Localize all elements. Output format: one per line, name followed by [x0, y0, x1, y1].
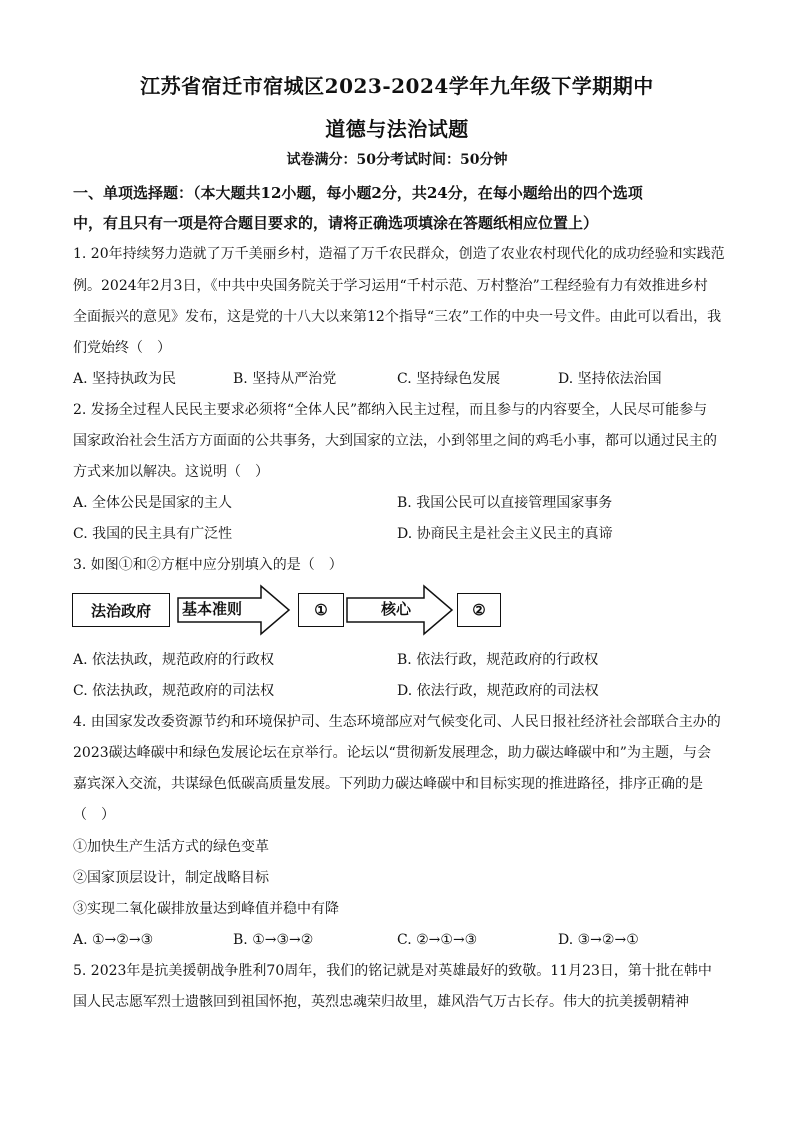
q3-stem: 3. 如图①和②方框中应分别填入的是（ ）	[73, 557, 343, 573]
q5-line: 5. 2023年是抗美援朝战争胜利70周年，我们的铭记就是对英雄最好的致敬。11月23日，第十批在韩中	[73, 963, 712, 979]
diagram-box-rule-of-law-government: 法治政府	[72, 593, 170, 627]
q4-option-c[interactable]: C. ②→①→③	[397, 932, 478, 948]
section-heading-cont: 中，有且只有一项是符合题目要求的，请将正确选项填涂在答题纸相应位置上）	[73, 214, 599, 232]
q3-flow-diagram	[72, 590, 532, 640]
q2-line: 2. 发扬全过程人民民主要求必须将“全体人民”都纳入民主过程，而且参与的内容要全，人民尽可能参与	[73, 402, 708, 418]
q1-option-b[interactable]: B. 坚持从严治党	[233, 371, 337, 387]
q1-option-a[interactable]: A. 坚持执政为民	[73, 371, 177, 387]
q1-line: 例。2024年2月3日，《中共中央国务院关于学习运用“千村示范、万村整治”工程经验有力有效推进乡村	[73, 278, 708, 294]
arrow-label-basic-principle: 基本准则	[182, 600, 243, 618]
q1-line: 1. 20年持续努力造就了万千美丽乡村，造福了万千农民群众，创造了农业农村现代化的成功经验和实践范	[73, 246, 725, 262]
q2-line: 国家政治社会生活方方面面的公共事务，大到国家的立法，小到邻里之间的鸡毛小事，都可以通过民主的	[73, 433, 717, 449]
q3-option-a[interactable]: A. 依法执政，规范政府的行政权	[73, 652, 275, 668]
diagram-box-blank-2: ②	[457, 593, 501, 627]
q4-line: （ ）	[73, 807, 115, 823]
q2-option-d[interactable]: D. 协商民主是社会主义民主的真谛	[397, 526, 613, 542]
q5-line: 国人民志愿军烈士遗骸回到祖国怀抱，英烈忠魂荣归故里，雄风浩气万古长存。伟大的抗美援朝精神	[73, 994, 689, 1010]
exam-info: 试卷满分：50分考试时间：50分钟	[286, 152, 508, 168]
q3-option-d[interactable]: D. 依法行政，规范政府的司法权	[397, 683, 599, 699]
q2-option-c[interactable]: C. 我国的民主具有广泛性	[73, 526, 233, 542]
q2-option-b[interactable]: B. 我国公民可以直接管理国家事务	[397, 495, 613, 511]
q4-line: 2023碳达峰碳中和绿色发展论坛在京举行。论坛以“贯彻新发展理念，助力碳达峰碳中和”为主题，与会	[73, 745, 711, 761]
exam-title: 江苏省宿迁市宿城区2023-2024学年九年级下学期期中	[140, 74, 654, 98]
q4-item: ③实现二氧化碳排放量达到峰值并稳中有降	[73, 901, 339, 917]
q2-option-a[interactable]: A. 全体公民是国家的主人	[73, 495, 233, 511]
q4-option-b[interactable]: B. ①→③→②	[233, 932, 314, 948]
q1-option-d[interactable]: D. 坚持依法治国	[558, 371, 662, 387]
exam-subject: 道德与法治试题	[325, 117, 469, 141]
q4-option-d[interactable]: D. ③→②→①	[558, 932, 639, 948]
q1-line: 全面振兴的意见》发布，这是党的十八大以来第12个指导“三农”工作的中央一号文件。由此可以看出，我	[73, 309, 722, 325]
q2-line: 方式来加以解决。这说明（ ）	[73, 464, 269, 480]
q1-line: 们党始终（ ）	[73, 340, 171, 356]
q4-option-a[interactable]: A. ①→②→③	[73, 932, 154, 948]
q4-item: ②国家顶层设计，制定战略目标	[73, 870, 269, 886]
q1-option-c[interactable]: C. 坚持绿色发展	[397, 371, 501, 387]
diagram-box-blank-1: ①	[298, 593, 344, 627]
q4-line: 嘉宾深入交流，共谋绿色低碳高质量发展。下列助力碳达峰碳中和目标实现的推进路径，排序正确的是	[73, 776, 703, 792]
arrow-label-core: 核心	[381, 600, 412, 618]
q4-item: ①加快生产生活方式的绿色变革	[73, 839, 269, 855]
q3-option-b[interactable]: B. 依法行政，规范政府的行政权	[397, 652, 599, 668]
q4-line: 4. 由国家发改委资源节约和环境保护司、生态环境部应对气候变化司、人民日报社经济社会部联合主办的	[73, 714, 721, 730]
section-heading: 一、单项选择题：（本大题共12小题，每小题2分，共24分，在每小题给出的四个选项	[73, 184, 643, 202]
q3-option-c[interactable]: C. 依法执政，规范政府的司法权	[73, 683, 275, 699]
